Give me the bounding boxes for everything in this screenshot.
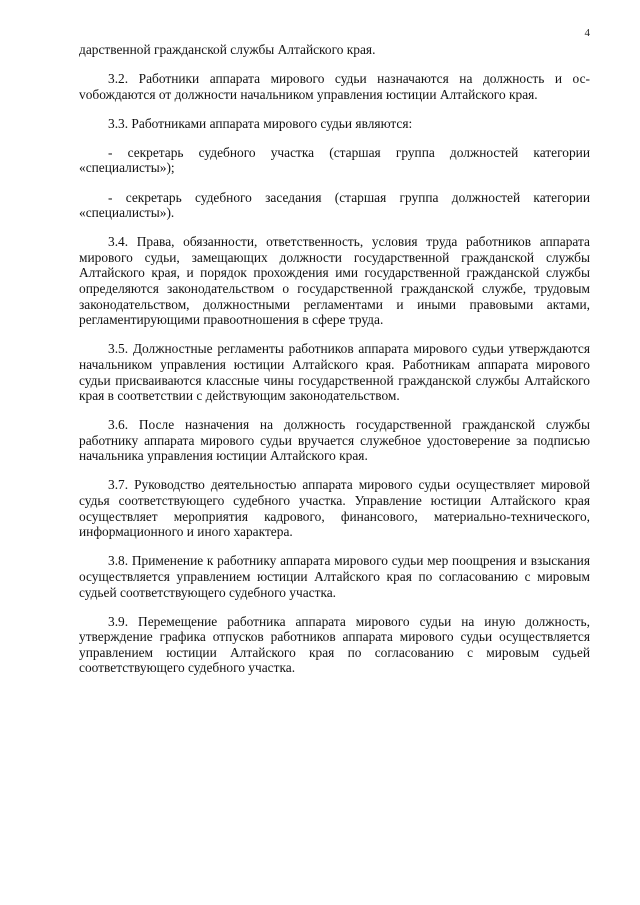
paragraph-3-7: 3.7. Руководство деятельностью аппарата мирового судьи осуществляет мировой судья соответствующего судебного участка. Управление юстиции Алтайского края осуществляет мероприятия кадрового, финансового, материально-технического, информационного и иного характера. — [79, 477, 590, 540]
paragraph-3-3: 3.3. Работниками аппарата мирового судьи являются: — [108, 115, 413, 131]
paragraph-3-8: 3.8. Применение к работнику аппарата мирового судьи мер поощрения и взыскания осуществляется управлением юстиции Алтайского края по согласованию с мировым судьей соответствующего судебного участка. — [79, 553, 590, 600]
document-body — [79, 42, 590, 690]
paragraph-3-9: 3.9. Перемещение работника аппарата мирового судьи на иную должность, утверждение графика отпусков работников аппарата мирового судьи осуществляется управлением юстиции Алтайского края по согласованию с мировым судьей соответствующего судебного участка. — [79, 613, 590, 676]
paragraph-continuation: дарственной гражданской службы Алтайского края. — [79, 42, 376, 57]
list-item-secretary-court-session: - секретарь судебного заседания (старшая группа должностей категории «специалисты»). — [79, 189, 590, 221]
list-item-secretary-court-section: - секретарь судебного участка (старшая группа должностей категории «специалисты»); — [79, 144, 590, 176]
page-number: 4 — [584, 27, 590, 39]
paragraph-3-5: 3.5. Должностные регламенты работников аппарата мирового судьи утверждаются начальником управления юстиции Алтайского края. Работникам аппарата мирового судьи присваиваются классные чины государственной гражданской службы Алтайского края в соответствии с действующим законодательством. — [79, 341, 590, 404]
paragraph-3-4: 3.4. Права, обязанности, ответственность, условия труда работников аппарата мирового судьи, замещающих должности государственной гражданской службы Алтайского края, и порядок прохождения ими государственной гражданской службы определяются законодательством о государственной гражданской службе, трудовым законодательством, должностными регламентами и иными правовыми актами, регламентирующими правоотношения в сфере труда. — [79, 234, 590, 328]
paragraph-3-6: 3.6. После назначения на должность государственной гражданской службы работнику аппарата мирового судьи вручается служебное удостоверение за подписью начальника управления юстиции Алтайского края. — [79, 417, 590, 464]
paragraph-3-2: 3.2. Работники аппарата мирового судьи назначаются на должность и осvобождаются от должности начальником управления юстиции Алтайского края. — [79, 71, 590, 102]
